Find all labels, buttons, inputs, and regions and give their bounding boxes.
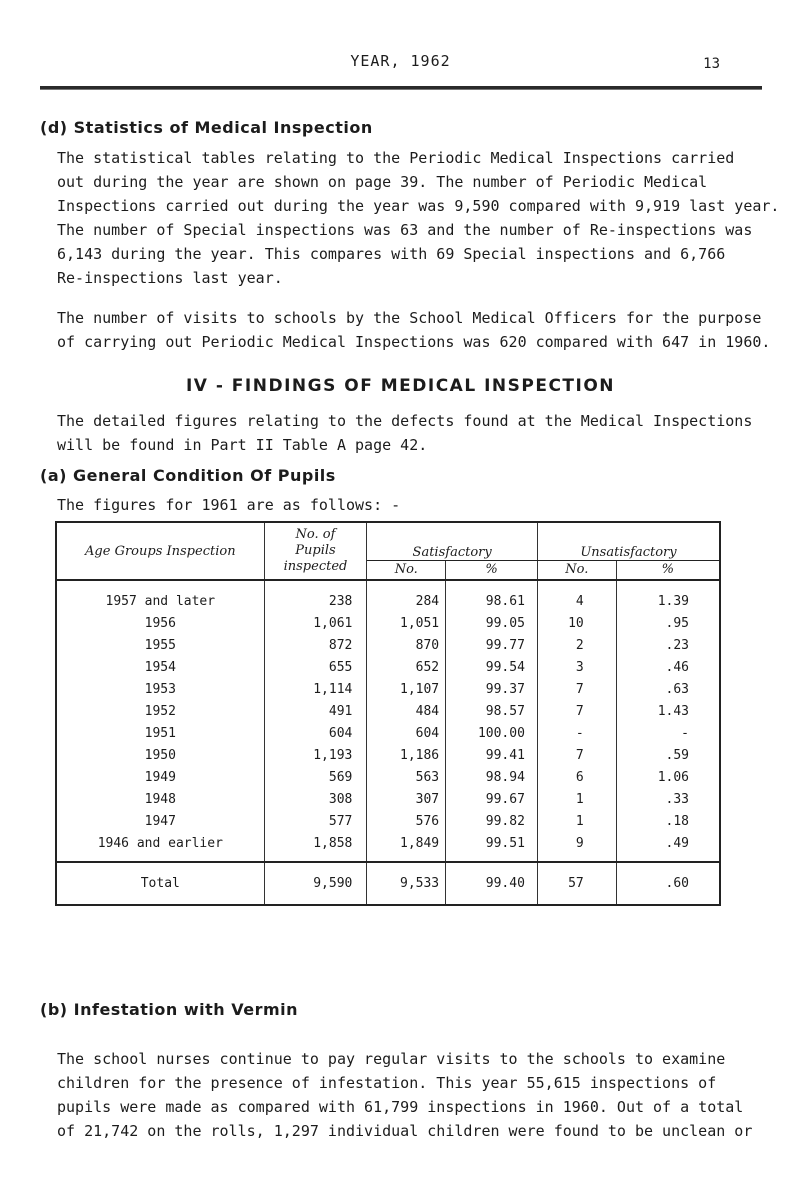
cell-satisfactory-pct: 99.51 bbox=[446, 832, 538, 854]
cell-satisfactory-no: 563 bbox=[367, 766, 446, 788]
text-line: children for the presence of infestation. This year 55,615 inspections of bbox=[57, 1074, 717, 1092]
header-pupils-inspected bbox=[264, 522, 367, 580]
cell-pupils-inspected: 491 bbox=[264, 700, 367, 722]
header-age-groups: Age Groups Inspection bbox=[56, 522, 264, 580]
cell-age-group: 1950 bbox=[56, 744, 264, 766]
table-total-row bbox=[56, 862, 720, 905]
total-sat-pct: 99.40 bbox=[446, 862, 538, 905]
total-pupils: 9,590 bbox=[264, 862, 367, 905]
text-line: The figures for 1961 are as follows: - bbox=[57, 496, 401, 514]
cell-satisfactory-no: 307 bbox=[367, 788, 446, 810]
header-sat-pct: % bbox=[446, 560, 538, 580]
text-line: The detailed figures relating to the defects found at the Medical Inspections bbox=[57, 412, 753, 430]
cell-satisfactory-no: 1,051 bbox=[367, 612, 446, 634]
section-d-heading: (d) Statistics of Medical Inspection bbox=[40, 118, 373, 137]
header-pupils-line: inspected bbox=[283, 559, 348, 574]
section-d-paragraph-1 bbox=[57, 146, 780, 290]
text-line: 6,143 during the year. This compares with 69 Special inspections and 6,766 bbox=[57, 245, 726, 263]
header-pupils-line: Pupils bbox=[295, 543, 336, 558]
table-row bbox=[56, 810, 720, 832]
spacer-row bbox=[56, 580, 720, 590]
cell-age-group: 1956 bbox=[56, 612, 264, 634]
table-row bbox=[56, 788, 720, 810]
table-row bbox=[56, 590, 720, 612]
cell-satisfactory-no: 652 bbox=[367, 656, 446, 678]
total-uns-pct: .60 bbox=[616, 862, 720, 905]
cell-unsatisfactory-no: 7 bbox=[537, 744, 616, 766]
section-a-intro bbox=[57, 493, 757, 517]
cell-satisfactory-pct: 99.41 bbox=[446, 744, 538, 766]
text-line: The school nurses continue to pay regular visits to the schools to examine bbox=[57, 1050, 726, 1068]
cell-satisfactory-pct: 98.57 bbox=[446, 700, 538, 722]
cell-satisfactory-pct: 100.00 bbox=[446, 722, 538, 744]
cell-age-group: 1947 bbox=[56, 810, 264, 832]
cell-unsatisfactory-no: 2 bbox=[537, 634, 616, 656]
cell-unsatisfactory-pct: 1.06 bbox=[657, 769, 689, 785]
section-d-paragraph-2 bbox=[57, 306, 771, 354]
text-line: The number of Special inspections was 63 and the number of Re-inspections was bbox=[57, 221, 753, 239]
header-uns-no: No. bbox=[537, 560, 616, 580]
cell-pupils-inspected: 655 bbox=[264, 656, 367, 678]
general-condition-table bbox=[55, 521, 721, 906]
table-row bbox=[56, 656, 720, 678]
cell-unsatisfactory-pct: .59 bbox=[665, 747, 689, 763]
header-pupils-line: No. of bbox=[295, 527, 336, 542]
section-b-paragraph bbox=[57, 1047, 757, 1143]
total-sat-no: 9,533 bbox=[367, 862, 446, 905]
cell-satisfactory-no: 604 bbox=[367, 722, 446, 744]
cell-pupils-inspected: 569 bbox=[264, 766, 367, 788]
cell-satisfactory-pct: 98.61 bbox=[446, 590, 538, 612]
cell-unsatisfactory-pct: .33 bbox=[665, 791, 689, 807]
cell-pupils-inspected: 1,193 bbox=[264, 744, 367, 766]
cell-satisfactory-pct: 99.77 bbox=[446, 634, 538, 656]
section-iv-paragraph bbox=[57, 409, 757, 457]
section-a-heading: (a) General Condition Of Pupils bbox=[40, 466, 336, 485]
cell-pupils-inspected: 872 bbox=[264, 634, 367, 656]
cell-unsatisfactory-no: 1 bbox=[537, 810, 616, 832]
page-number: 13 bbox=[703, 56, 720, 72]
cell-unsatisfactory-pct: 1.43 bbox=[657, 703, 689, 719]
cell-unsatisfactory-no: 1 bbox=[537, 788, 616, 810]
table-body bbox=[56, 580, 720, 862]
text-line: of carrying out Periodic Medical Inspections was 620 compared with 647 in 1960. bbox=[57, 333, 771, 351]
cell-unsatisfactory-pct: - bbox=[681, 725, 689, 741]
cell-pupils-inspected: 1,061 bbox=[264, 612, 367, 634]
header-uns-pct: % bbox=[661, 562, 675, 578]
text-line: out during the year are shown on page 39. The number of Periodic Medical bbox=[57, 173, 708, 191]
table-row bbox=[56, 612, 720, 634]
text-line: Inspections carried out during the year was 9,590 compared with 9,919 last year. bbox=[57, 197, 780, 215]
cell-unsatisfactory-no: 3 bbox=[537, 656, 616, 678]
running-head bbox=[0, 52, 801, 76]
cell-pupils-inspected: 577 bbox=[264, 810, 367, 832]
spacer-row bbox=[56, 854, 720, 862]
table-header-row bbox=[56, 522, 720, 560]
cell-pupils-inspected: 238 bbox=[264, 590, 367, 612]
cell-unsatisfactory-no: 6 bbox=[537, 766, 616, 788]
text-line: will be found in Part II Table A page 42. bbox=[57, 436, 428, 454]
cell-unsatisfactory-pct: .18 bbox=[665, 813, 689, 829]
cell-satisfactory-no: 1,186 bbox=[367, 744, 446, 766]
cell-satisfactory-no: 870 bbox=[367, 634, 446, 656]
total-uns-no: 57 bbox=[537, 862, 616, 905]
cell-age-group: 1948 bbox=[56, 788, 264, 810]
cell-satisfactory-pct: 99.82 bbox=[446, 810, 538, 832]
table-row bbox=[56, 744, 720, 766]
cell-pupils-inspected: 1,858 bbox=[264, 832, 367, 854]
cell-age-group: 1954 bbox=[56, 656, 264, 678]
cell-age-group: 1953 bbox=[56, 678, 264, 700]
table-row bbox=[56, 766, 720, 788]
cell-satisfactory-no: 1,107 bbox=[367, 678, 446, 700]
cell-pupils-inspected: 604 bbox=[264, 722, 367, 744]
cell-pupils-inspected: 1,114 bbox=[264, 678, 367, 700]
section-b-heading: (b) Infestation with Vermin bbox=[40, 1000, 299, 1019]
cell-unsatisfactory-pct: .23 bbox=[665, 637, 689, 653]
text-line: The number of visits to schools by the School Medical Officers for the purpose bbox=[57, 309, 762, 327]
cell-age-group: 1949 bbox=[56, 766, 264, 788]
section-iv-heading: IV - FINDINGS OF MEDICAL INSPECTION bbox=[185, 376, 616, 396]
cell-satisfactory-no: 284 bbox=[367, 590, 446, 612]
cell-satisfactory-pct: 99.54 bbox=[446, 656, 538, 678]
cell-unsatisfactory-pct: 1.39 bbox=[657, 593, 689, 609]
cell-unsatisfactory-no: 7 bbox=[537, 678, 616, 700]
cell-unsatisfactory-pct: .95 bbox=[665, 615, 689, 631]
header-rule bbox=[40, 86, 762, 90]
table-row bbox=[56, 634, 720, 656]
cell-satisfactory-no: 576 bbox=[367, 810, 446, 832]
cell-unsatisfactory-no: 10 bbox=[537, 612, 616, 634]
header-unsatisfactory: Unsatisfactory bbox=[537, 522, 720, 560]
cell-age-group: 1957 and later bbox=[56, 590, 264, 612]
table-row bbox=[56, 700, 720, 722]
table-row bbox=[56, 832, 720, 854]
header-satisfactory: Satisfactory bbox=[367, 522, 538, 560]
text-line: Re-inspections last year. bbox=[57, 269, 283, 287]
table-row bbox=[56, 722, 720, 744]
cell-age-group: 1951 bbox=[56, 722, 264, 744]
cell-age-group: 1946 and earlier bbox=[56, 832, 264, 854]
cell-unsatisfactory-pct: .46 bbox=[665, 659, 689, 675]
cell-unsatisfactory-no: 9 bbox=[537, 832, 616, 854]
text-line: of 21,742 on the rolls, 1,297 individual children were found to be unclean or bbox=[57, 1122, 753, 1140]
text-line: pupils were made as compared with 61,799 inspections in 1960. Out of a total bbox=[57, 1098, 744, 1116]
cell-satisfactory-no: 1,849 bbox=[367, 832, 446, 854]
cell-unsatisfactory-no: - bbox=[537, 722, 616, 744]
cell-unsatisfactory-pct: .63 bbox=[665, 681, 689, 697]
cell-satisfactory-pct: 99.37 bbox=[446, 678, 538, 700]
running-title: YEAR, 1962 bbox=[350, 52, 451, 70]
table-row bbox=[56, 678, 720, 700]
cell-pupils-inspected: 308 bbox=[264, 788, 367, 810]
table-total bbox=[56, 862, 720, 905]
text-line: The statistical tables relating to the Periodic Medical Inspections carried bbox=[57, 149, 735, 167]
cell-age-group: 1952 bbox=[56, 700, 264, 722]
total-label: Total bbox=[56, 862, 264, 905]
cell-unsatisfactory-no: 7 bbox=[537, 700, 616, 722]
cell-satisfactory-pct: 99.67 bbox=[446, 788, 538, 810]
cell-unsatisfactory-pct: .49 bbox=[665, 835, 689, 851]
cell-age-group: 1955 bbox=[56, 634, 264, 656]
cell-satisfactory-pct: 98.94 bbox=[446, 766, 538, 788]
cell-satisfactory-pct: 99.05 bbox=[446, 612, 538, 634]
cell-satisfactory-no: 484 bbox=[367, 700, 446, 722]
header-sat-no: No. bbox=[367, 560, 446, 580]
cell-unsatisfactory-no: 4 bbox=[537, 590, 616, 612]
